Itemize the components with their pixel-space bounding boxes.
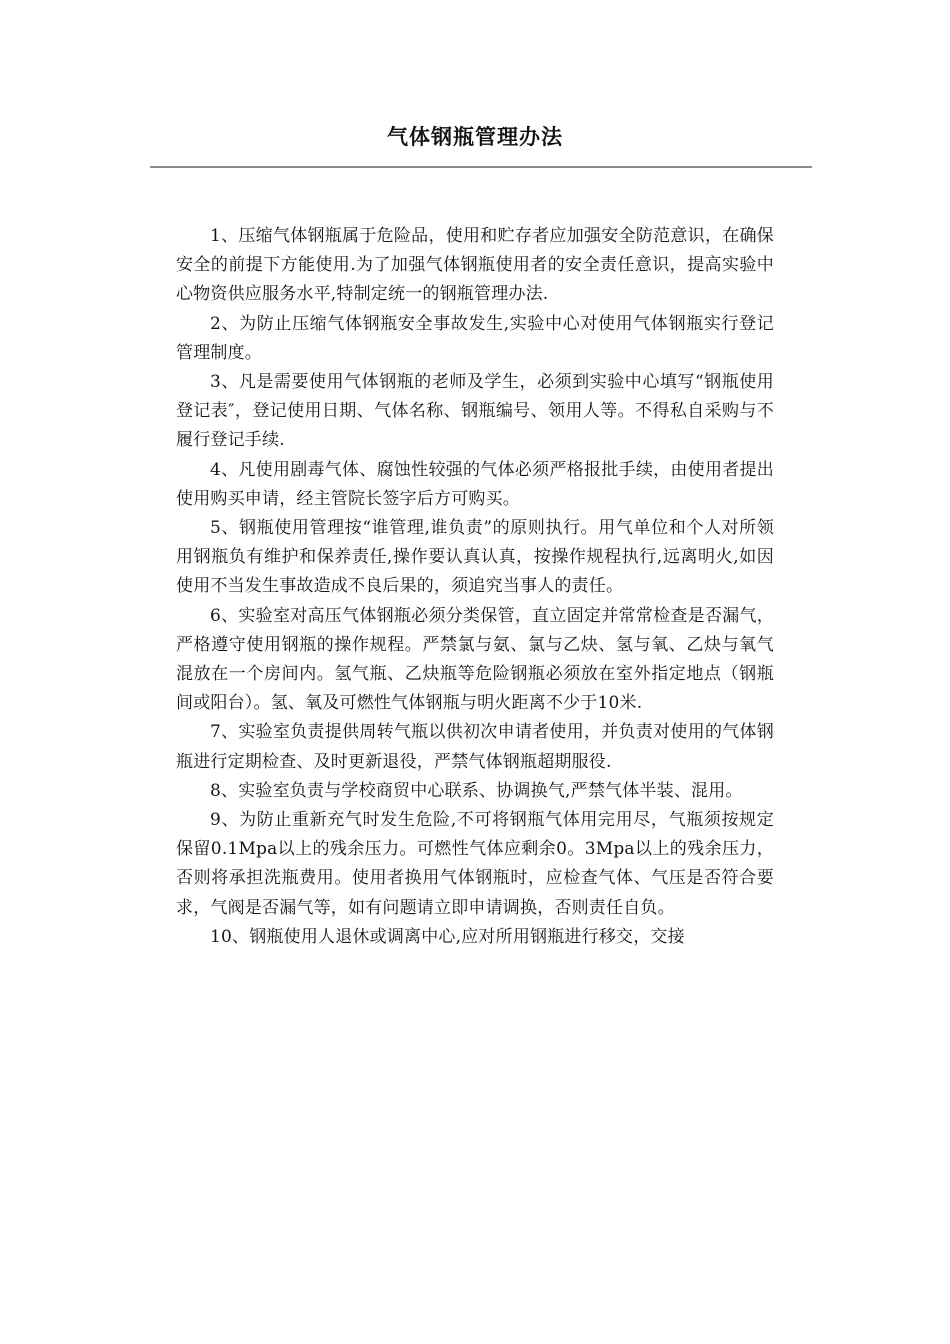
paragraph-1: 1、压缩气体钢瓶属于危险品，使用和贮存者应加强安全防范意识，在确保安全的前提下方能使用.为了加强气体钢瓶使用者的安全责任意识，提高实验中心物资供应服务水平,特制定统一的钢瓶管理办法. — [176, 226, 774, 305]
paragraph-6: 6、实验室对高压气体钢瓶必须分类保管，直立固定并常常检查是否漏气，严格遵守使用钢瓶的操作规程。严禁氯与氨、氯与乙炔、氢与氧、乙炔与氧气混放在一个房间内。氢气瓶、乙炔瓶等危险钢瓶必须放在室外指定地点（钢瓶间或阳台）。氢、氧及可燃性气体钢瓶与明火距离不少于10米. — [176, 605, 774, 714]
document-title: 气体钢瓶管理办法 — [387, 125, 563, 149]
paragraph-7: 7、实验室负责提供周转气瓶以供初次申请者使用，并负责对使用的气体钢瓶进行定期检查、及时更新退役，严禁气体钢瓶超期服役. — [176, 722, 774, 772]
paragraph-2: 2、为防止压缩气体钢瓶安全事故发生,实验中心对使用气体钢瓶实行登记管理制度。 — [176, 313, 774, 363]
paragraph-9: 9、为防止重新充气时发生危险,不可将钢瓶气体用完用尽，气瓶须按规定保留0.1Mpa以上的残余压力。可燃性气体应剩余0。3Mpa以上的残余压力，否则将承担洗瓶费用。使用者换用气体钢瓶时，应检查气体、气压是否符合要求，气阀是否漏气等，如有问题请立即申请调换，否则责任自负。 — [176, 810, 774, 918]
paragraph-4: 4、凡使用剧毒气体、腐蚀性较强的气体必须严格报批手续，由使用者提出使用购买申请，经主管院长签字后方可购买。 — [176, 459, 774, 509]
paragraph-3: 3、凡是需要使用气体钢瓶的老师及学生，必须到实验中心填写“钢瓶使用登记表″，登记使用日期、气体名称、钢瓶编号、领用人等。不得私自采购与不履行登记手续. — [176, 372, 774, 451]
paragraph-10: 10、钢瓶使用人退休或调离中心,应对所用钢瓶进行移交，交接 — [210, 926, 685, 947]
document-body — [176, 222, 774, 952]
title-divider — [150, 166, 812, 168]
paragraph-8: 8、实验室负责与学校商贸中心联系、协调换气,严禁气体半装、混用。 — [210, 780, 743, 801]
paragraph-5: 5、钢瓶使用管理按“谁管理,谁负责”的原则执行。用气单位和个人对所领用钢瓶负有维护和保养责任,操作要认真认真，按操作规程执行,远离明火,如因使用不当发生事故造成不良后果的，须追究当事人的责任。 — [176, 518, 774, 597]
